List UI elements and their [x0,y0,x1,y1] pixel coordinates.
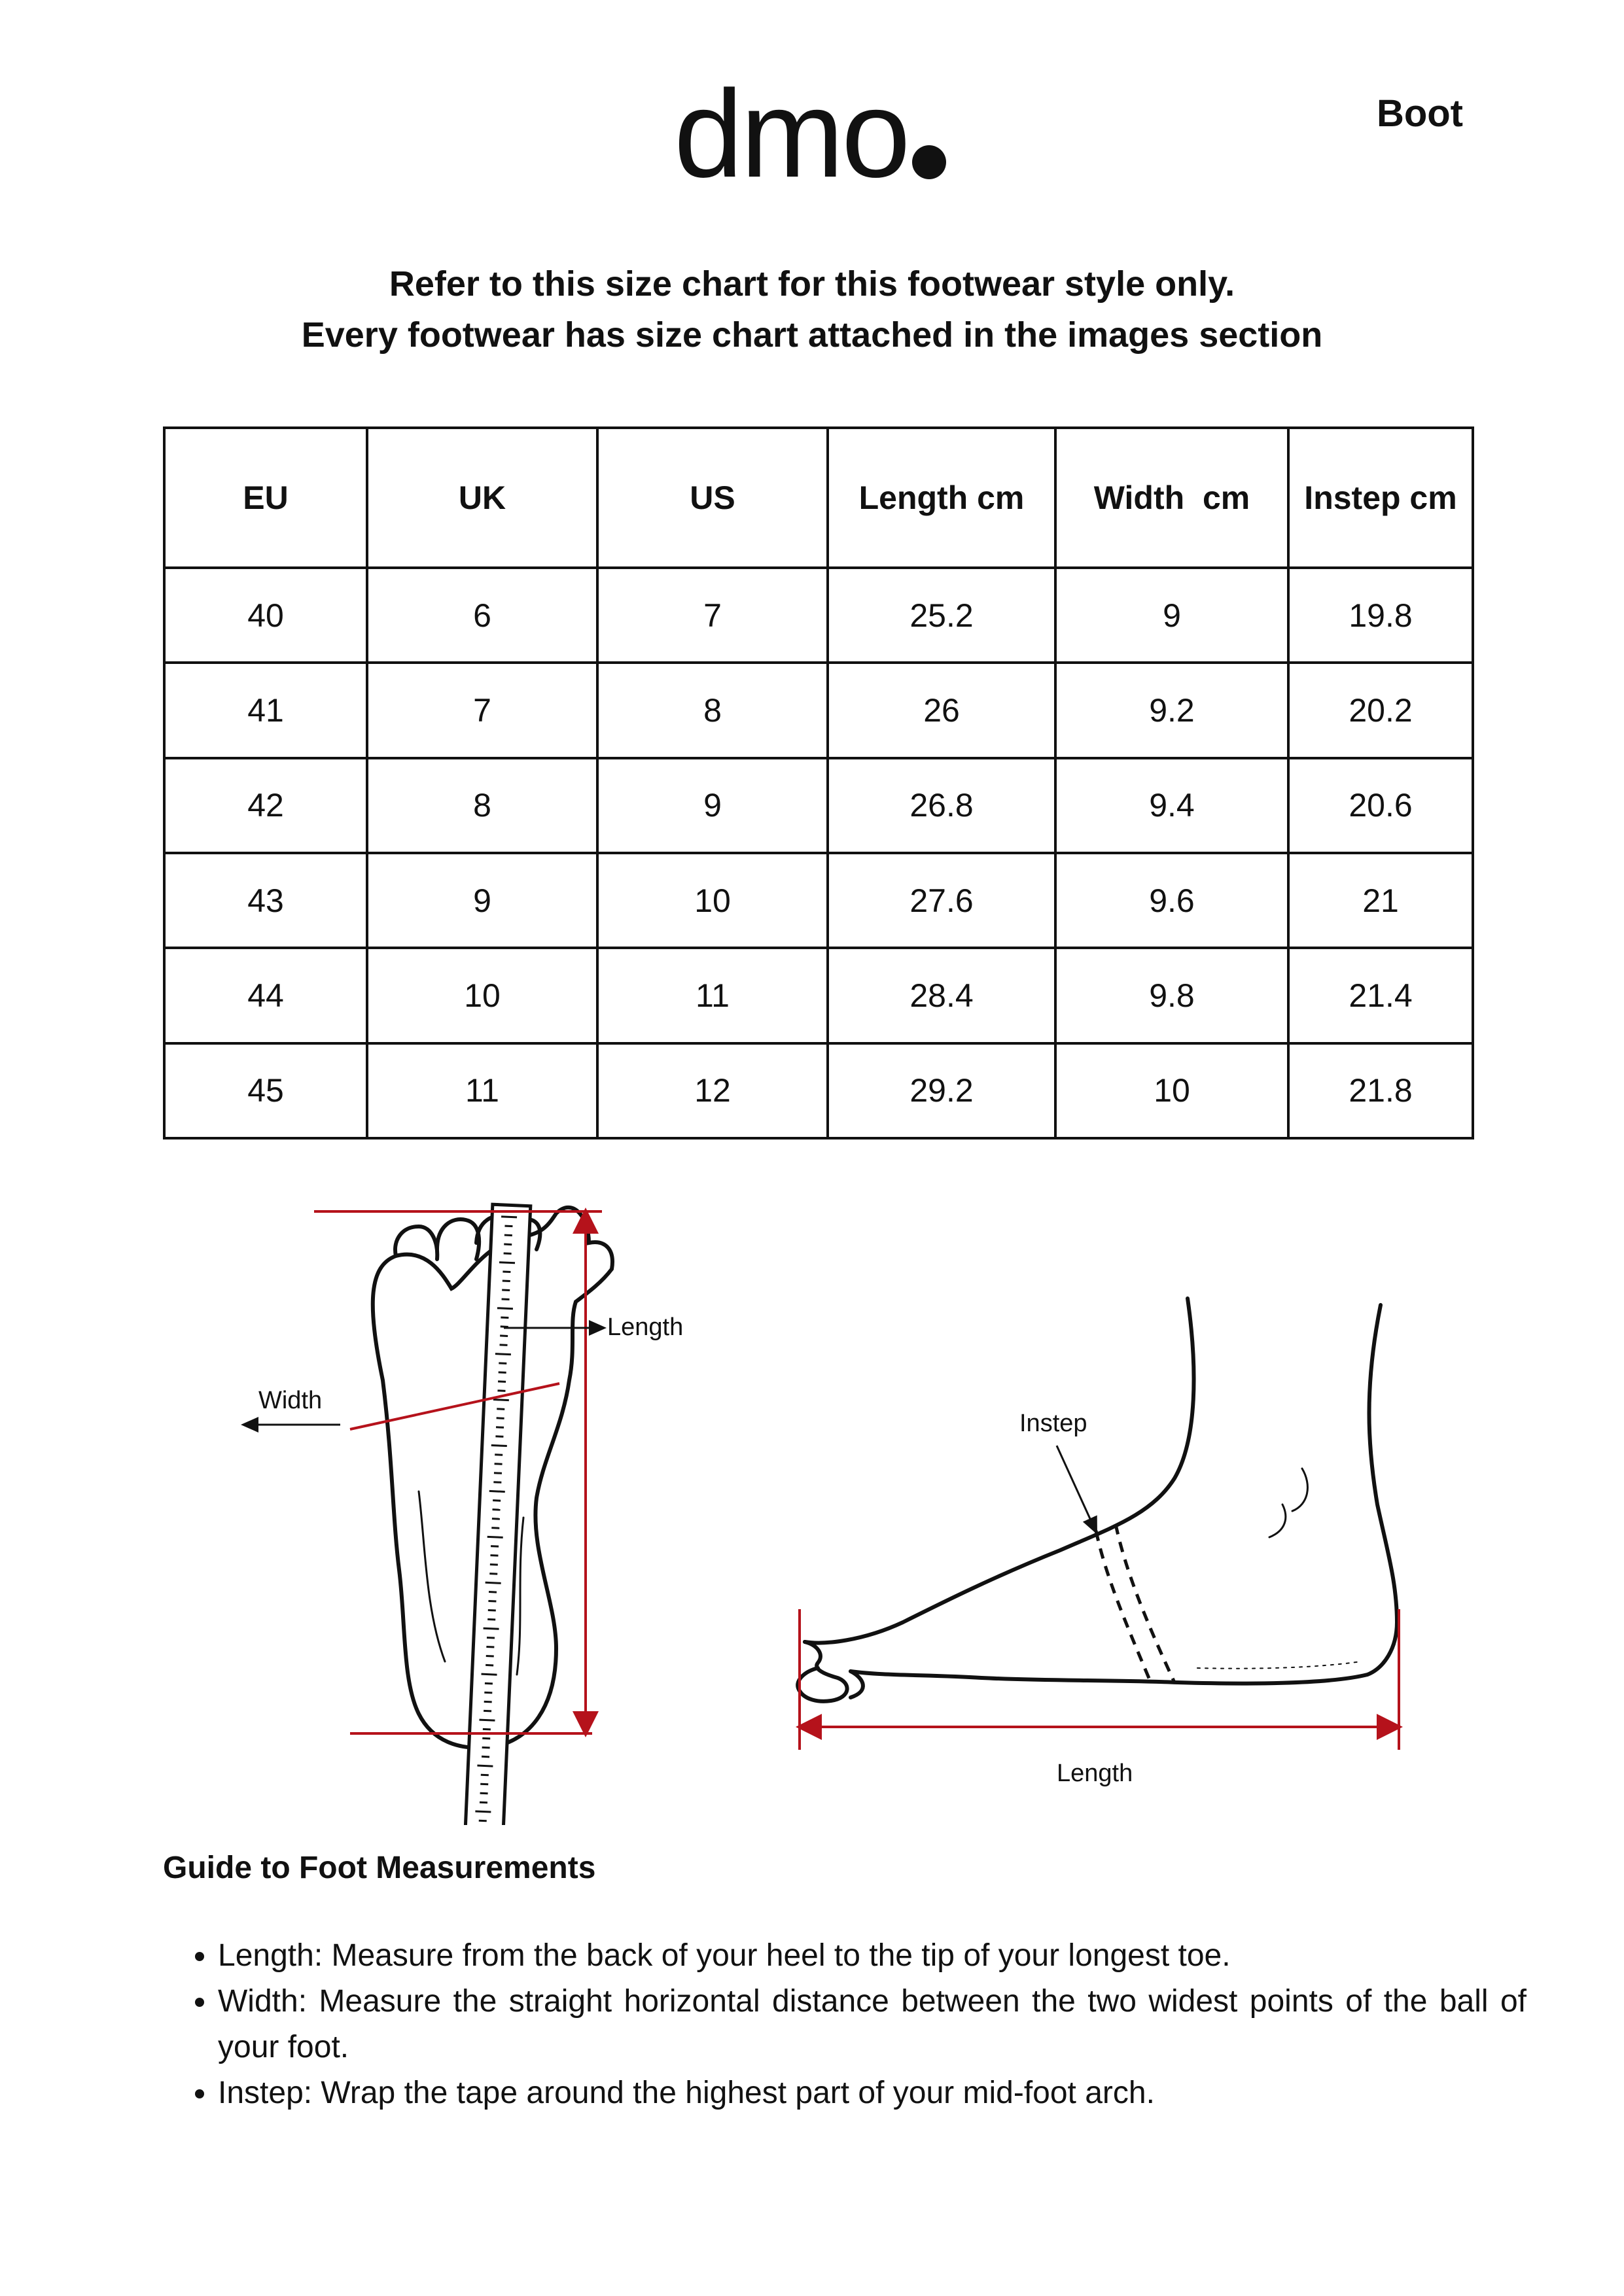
table-cell: 20.2 [1288,663,1473,757]
ruler-tick [497,1418,504,1419]
ruler-tick [485,1683,493,1684]
table-row [164,853,1473,948]
ruler-tick [488,1610,496,1611]
ruler-tick [504,1235,512,1236]
sole-texture [1197,1661,1361,1669]
shin-front-outline [805,1298,1194,1643]
ruler-tick [492,1519,500,1520]
table-cell: 9.8 [1055,948,1288,1043]
ruler-tick [491,1528,499,1529]
table-row [164,568,1473,663]
table-cell: 42 [164,758,367,853]
ruler-tick [502,1290,510,1291]
ruler-tick [487,1637,495,1638]
sole-underside [851,1671,1178,1682]
ruler-tick [482,1747,490,1748]
table-row [164,758,1473,853]
table-cell: 21 [1288,853,1473,948]
table-cell: 10 [597,853,828,948]
table-cell: 20.6 [1288,758,1473,853]
notice-line-1: Refer to this size chart for this footwear style only. [389,264,1235,304]
table-cell: 9 [597,758,828,853]
instep-band-line [1116,1524,1174,1682]
table-cell: 7 [597,568,828,663]
ruler-tick [504,1253,512,1254]
table-cell: 45 [164,1043,367,1138]
toes-outline [798,1642,847,1701]
column-header: Instep cm [1288,428,1473,568]
table-cell: 6 [367,568,597,663]
table-cell: 19.8 [1288,568,1473,663]
ruler-tick [489,1592,497,1593]
table-cell: 26.8 [828,758,1055,853]
diagram-art [0,1151,1624,1825]
list-item: • Instep: Wrap the tape around the highest part of your mid-foot arch. [218,2070,1527,2116]
side-length-label: Length [1057,1760,1133,1787]
ruler [465,1204,531,1825]
table-cell: 40 [164,568,367,663]
table-cell: 9.6 [1055,853,1288,948]
table-row [164,1043,1473,1138]
ruler-tick [500,1345,508,1346]
instep-pointer [1057,1446,1094,1527]
instep-band [1096,1524,1174,1684]
ruler-tick [482,1738,490,1739]
sole-crease [419,1491,445,1661]
ruler-tick [484,1692,492,1693]
ruler-tick [502,1299,510,1300]
brand-logo-text: dmo [674,85,908,196]
toe-outline [851,1671,863,1697]
table-cell: 11 [597,948,828,1043]
ruler-tick [495,1436,503,1437]
brand-logo [674,85,968,196]
ruler-tick [491,1445,507,1446]
sole-crease [517,1518,523,1675]
sole-measure-lines [314,1211,602,1733]
toe-outline [437,1219,479,1259]
table-cell: 12 [597,1043,828,1138]
sole-length-label: Length [607,1313,684,1341]
brand-logo-dot [912,145,946,179]
ruler-tick [484,1701,492,1702]
ruler-tick [475,1811,491,1812]
side-foot-diagram [798,1298,1397,1701]
column-header: UK [367,428,597,568]
table-cell: 7 [367,663,597,757]
heel-outline [1178,1305,1397,1684]
notice-line-2: Every footwear has size chart attached in the images section [301,315,1323,355]
ruler-tick [496,1427,504,1428]
table-cell: 21.8 [1288,1043,1473,1138]
table-cell: 41 [164,663,367,757]
table-cell: 9 [367,853,597,948]
table-cell: 8 [597,663,828,757]
ruler-tick [480,1793,488,1794]
ruler-tick [486,1646,494,1647]
table-cell: 21.4 [1288,948,1473,1043]
ruler-tick [497,1308,513,1309]
guide-title: Guide to Foot Measurements [163,1851,596,1885]
instep-band-line [1096,1531,1152,1684]
table-cell: 10 [367,948,597,1043]
table-cell: 43 [164,853,367,948]
ruler-tick [494,1473,502,1474]
size-table-header-row [164,428,1473,568]
table-cell: 9.2 [1055,663,1288,757]
table-cell: 29.2 [828,1043,1055,1138]
table-cell: 9.4 [1055,758,1288,853]
table-cell: 44 [164,948,367,1043]
ruler-tick [499,1363,506,1364]
guide-list [163,1933,1527,2116]
ruler-tick [501,1317,508,1318]
table-row [164,948,1473,1043]
ruler-tick [482,1756,489,1757]
column-header: EU [164,428,367,568]
ruler-tick [484,1628,499,1629]
list-item: • Length: Measure from the back of your heel to the tip of your longest toe. [218,1933,1527,1979]
ruler-tick [485,1582,501,1583]
table-cell: 11 [367,1043,597,1138]
table-cell: 27.6 [828,853,1055,948]
size-chart-notice [0,258,1624,360]
column-header: Width cm [1055,428,1288,568]
table-cell: 26 [828,663,1055,757]
ruler-tick [499,1372,506,1373]
size-table [163,426,1474,1139]
ankle-detail [1292,1469,1307,1511]
table-cell: 9 [1055,568,1288,663]
list-item: • Width: Measure the straight horizontal distance between the two widest points of the ball of your foot. [218,1979,1527,2070]
ruler-tick [497,1409,504,1410]
ruler-tick [495,1354,511,1355]
style-name: Boot [1376,92,1463,135]
width-line [350,1383,559,1429]
column-header: US [597,428,828,568]
ruler-tick [504,1244,512,1245]
ruler-tick [482,1674,497,1675]
ruler-tick [477,1765,493,1766]
table-cell: 10 [1055,1043,1288,1138]
table-cell: 8 [367,758,597,853]
ruler-tick [479,1820,487,1821]
ruler-tick [480,1802,487,1803]
ruler-tick [495,1464,503,1465]
ruler-tick [488,1601,496,1602]
table-row [164,663,1473,757]
sole-width-label: Width [258,1387,323,1414]
measurement-diagrams [0,1151,1624,1825]
ankle-detail [1269,1505,1286,1537]
table-cell: 28.4 [828,948,1055,1043]
ruler-tick [499,1262,515,1263]
column-header: Length cm [828,428,1055,568]
table-cell: 25.2 [828,568,1055,663]
ruler-tick [483,1729,491,1730]
side-instep-label: Instep [1019,1410,1087,1437]
ruler-tick [491,1546,499,1547]
ruler-tick [493,1482,501,1483]
